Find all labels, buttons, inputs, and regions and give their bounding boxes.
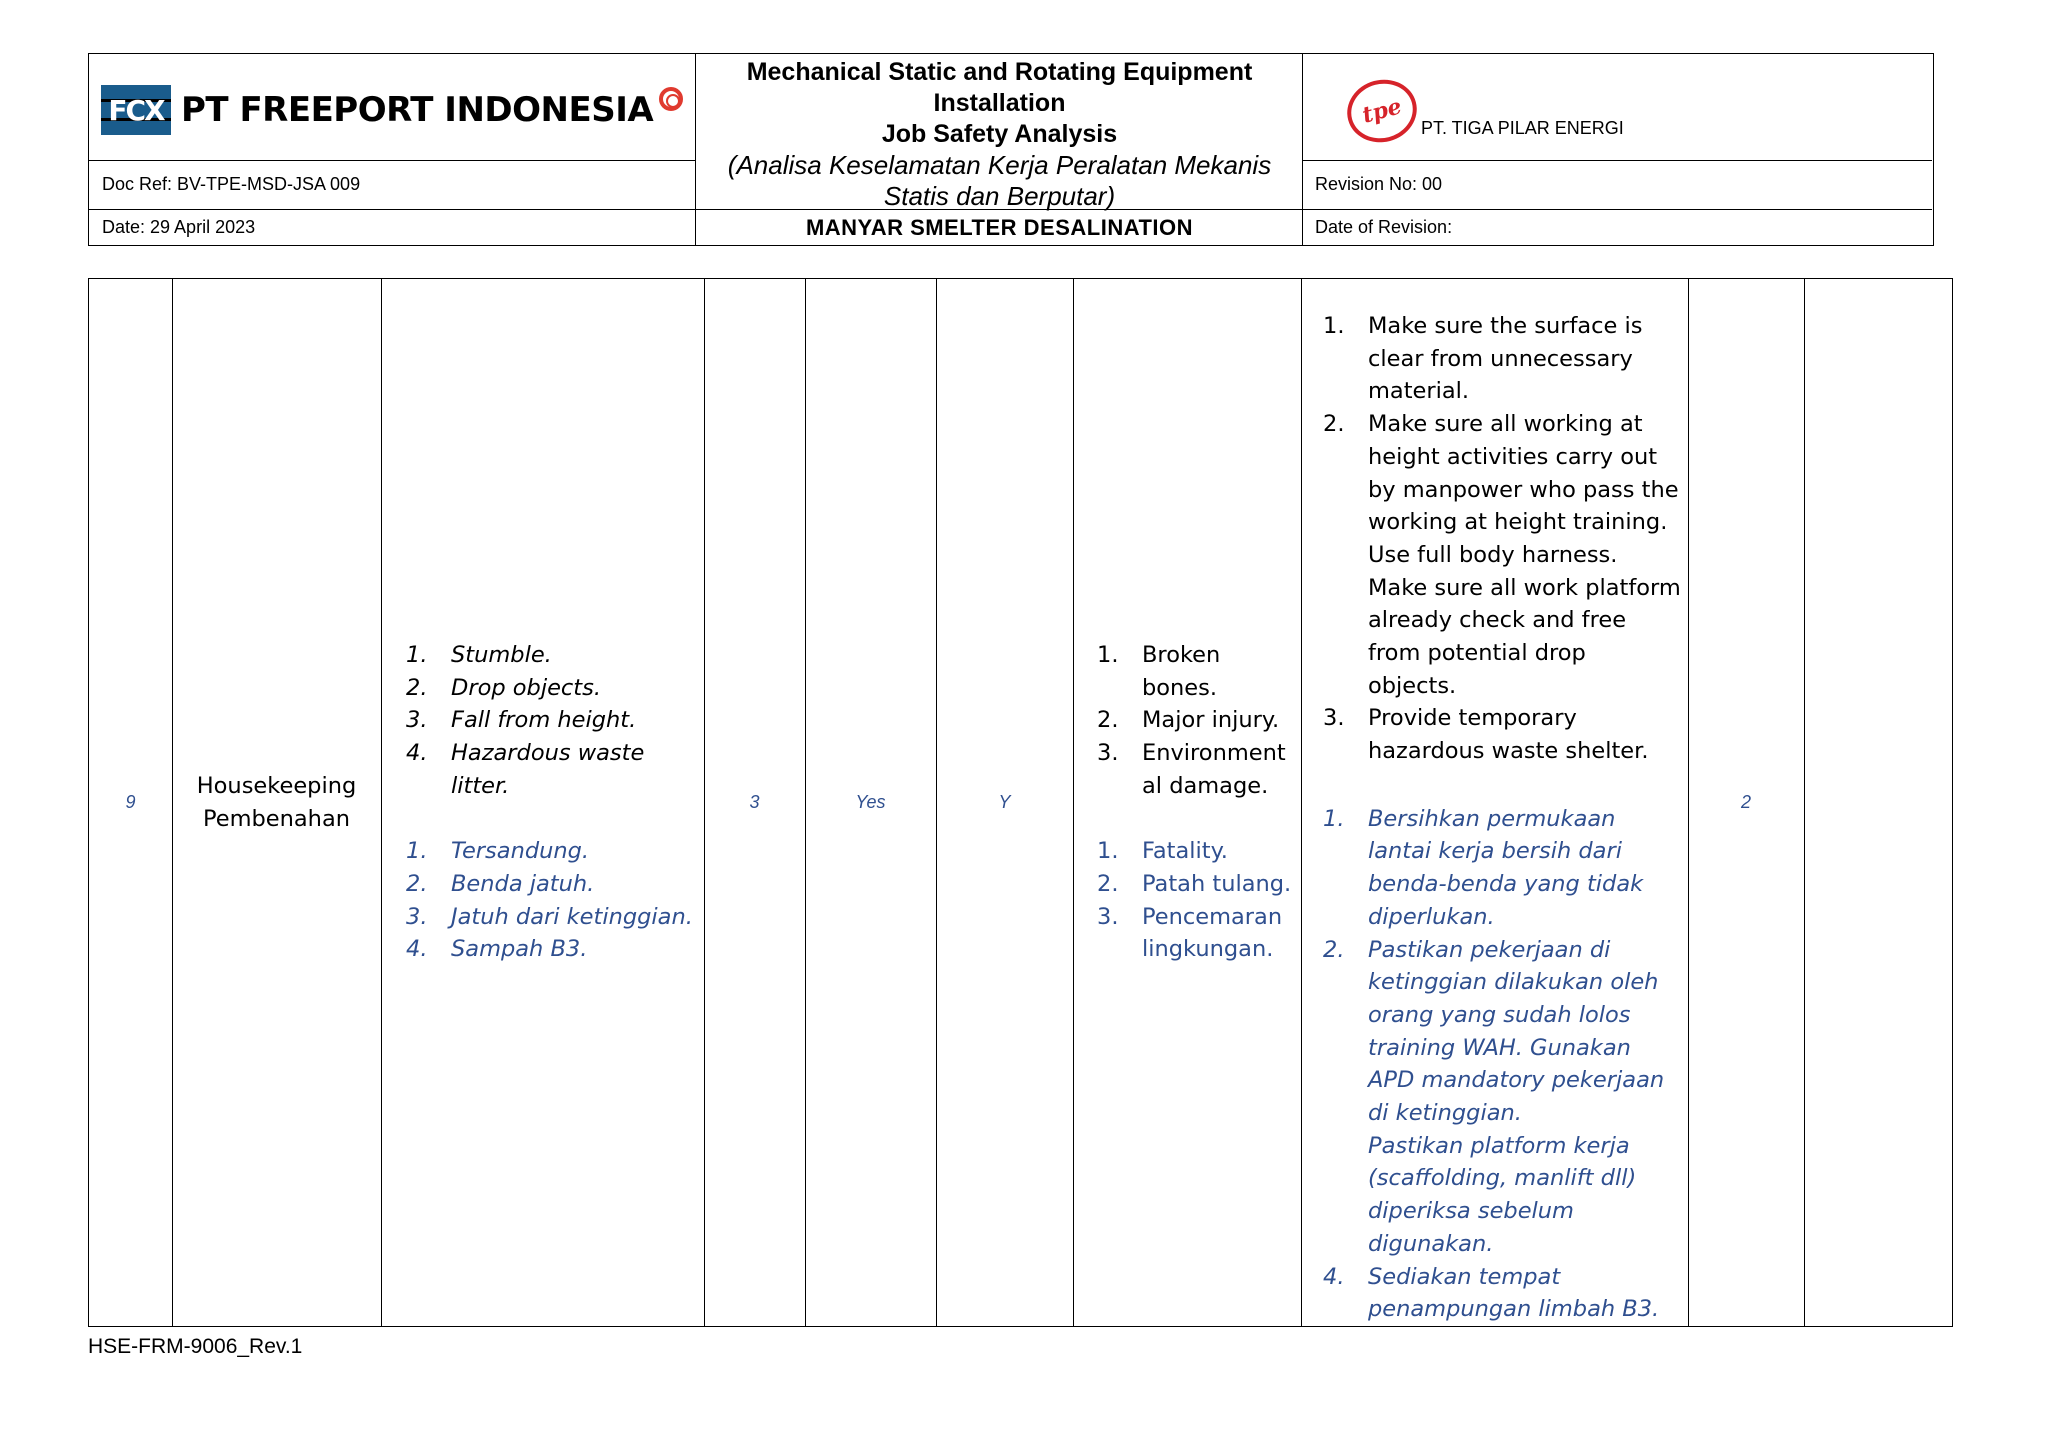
doc-ref: Doc Ref: BV-TPE-MSD-JSA 009	[102, 174, 361, 194]
company-name-right: PT. TIGA PILAR ENERGI	[1421, 117, 1624, 138]
hazard-item: 3. Fall from height.	[406, 707, 637, 734]
control-item-id: 4. Sediakan tempat penampungan limbah B3.	[1323, 1263, 1660, 1323]
consequence-item-id: 1. Fatality.	[1097, 838, 1228, 865]
title-line-2: Installation	[933, 88, 1066, 117]
control-item: 3. Provide temporary hazardous waste shelter.	[1323, 705, 1649, 765]
yes-value: Yes	[855, 792, 886, 812]
activity-cell	[172, 279, 381, 1326]
title-line-3: Job Safety Analysis	[881, 119, 1118, 148]
hazard-item: 2. Drop objects.	[406, 674, 601, 701]
consequence-item: 2. Major injury.	[1097, 707, 1280, 734]
risk-value: 3	[749, 792, 760, 812]
hazards-list-en	[406, 639, 704, 803]
doc-date: Date: 29 April 2023	[102, 216, 256, 237]
jsa-table	[88, 278, 1953, 1327]
hazard-item-id: 1. Tersandung.	[406, 838, 590, 865]
title-line-1: Mechanical Static and Rotating Equipment	[746, 57, 1253, 86]
row-number: 9	[125, 792, 136, 812]
control-item-id: Pastikan platform kerja (scaffolding, manlift dll) diperiksa sebelum digunakan.	[1368, 1132, 1637, 1257]
controls-list-en	[1323, 310, 1681, 768]
date-of-revision: Date of Revision:	[1315, 216, 1453, 237]
controls-cell	[1323, 279, 1681, 1326]
consequences-cell	[1097, 279, 1301, 1326]
hazard-item: 4. Hazardous waste litter.	[406, 740, 645, 799]
activity-id: Pembenahan	[202, 805, 350, 832]
hazard-item-id: 2. Benda jatuh.	[406, 870, 595, 897]
hazards-cell	[406, 279, 704, 1326]
company-name-left: PT FREEPORT INDONESIA	[181, 90, 654, 130]
column-divider	[381, 279, 382, 1326]
control-item: 1. Make sure the surface is clear from unnecessary material.	[1323, 313, 1643, 405]
tpe-logo-area	[1347, 68, 1907, 154]
revision-no: Revision No: 00	[1315, 174, 1443, 194]
document-header	[88, 53, 1934, 246]
control-item-id: 2. Pastikan pekerjaan di ketinggian dilakukan oleh orang yang sudah lolos training WAH. Gunakan APD mandatory pekerjaan di ketinggian.	[1323, 936, 1665, 1127]
subtitle-line-2: Statis dan Berputar)	[883, 180, 1116, 211]
freeport-swirl-icon	[659, 87, 683, 111]
hazard-item: 1. Stumble.	[406, 641, 552, 668]
control-item: Make sure all work platform already check and free from potential drop objects.	[1368, 574, 1681, 699]
control-item-id: 1. Bersihkan permukaan lantai kerja bersih dari benda-benda yang tidak diperlukan.	[1323, 805, 1644, 930]
consequence-item: 3. Environment al damage.	[1097, 740, 1286, 799]
column-divider	[1301, 279, 1302, 1326]
consequence-item-id: 3. Pencemaran lingkungan.	[1097, 903, 1283, 963]
hazard-item-id: 4. Sampah B3.	[406, 936, 588, 963]
hazards-list-id	[406, 835, 704, 966]
activity-en: Housekeeping	[196, 772, 357, 799]
tpe-logo: tpe	[1340, 72, 1424, 150]
residual-value: 2	[1740, 792, 1751, 812]
control-item: 2. Make sure all working at height activities carry out by manpower who pass the working at height training. Use full body harness.	[1323, 411, 1679, 568]
column-divider	[1073, 279, 1074, 1326]
consequence-item-id: 2. Patah tulang.	[1097, 870, 1292, 897]
hazard-item-id: 3. Jatuh dari ketinggian.	[406, 903, 693, 930]
form-code: HSE-FRM-9006_Rev.1	[88, 1335, 303, 1358]
site-name: MANYAR SMELTER DESALINATION	[805, 214, 1194, 240]
document-title	[696, 54, 1303, 210]
controls-list-id	[1323, 803, 1681, 1326]
fcx-logo-mark: FCX	[101, 85, 171, 135]
consequence-item: 1. Broken bones.	[1097, 641, 1221, 701]
freeport-logo	[101, 66, 691, 154]
consequences-list-id	[1097, 835, 1301, 966]
consequences-list-en	[1097, 639, 1301, 803]
y-value: Y	[998, 792, 1011, 812]
subtitle-line-1: (Analisa Keselamatan Kerja Peralatan Mekanis	[727, 149, 1272, 180]
last-column-cell	[1804, 279, 1952, 1326]
